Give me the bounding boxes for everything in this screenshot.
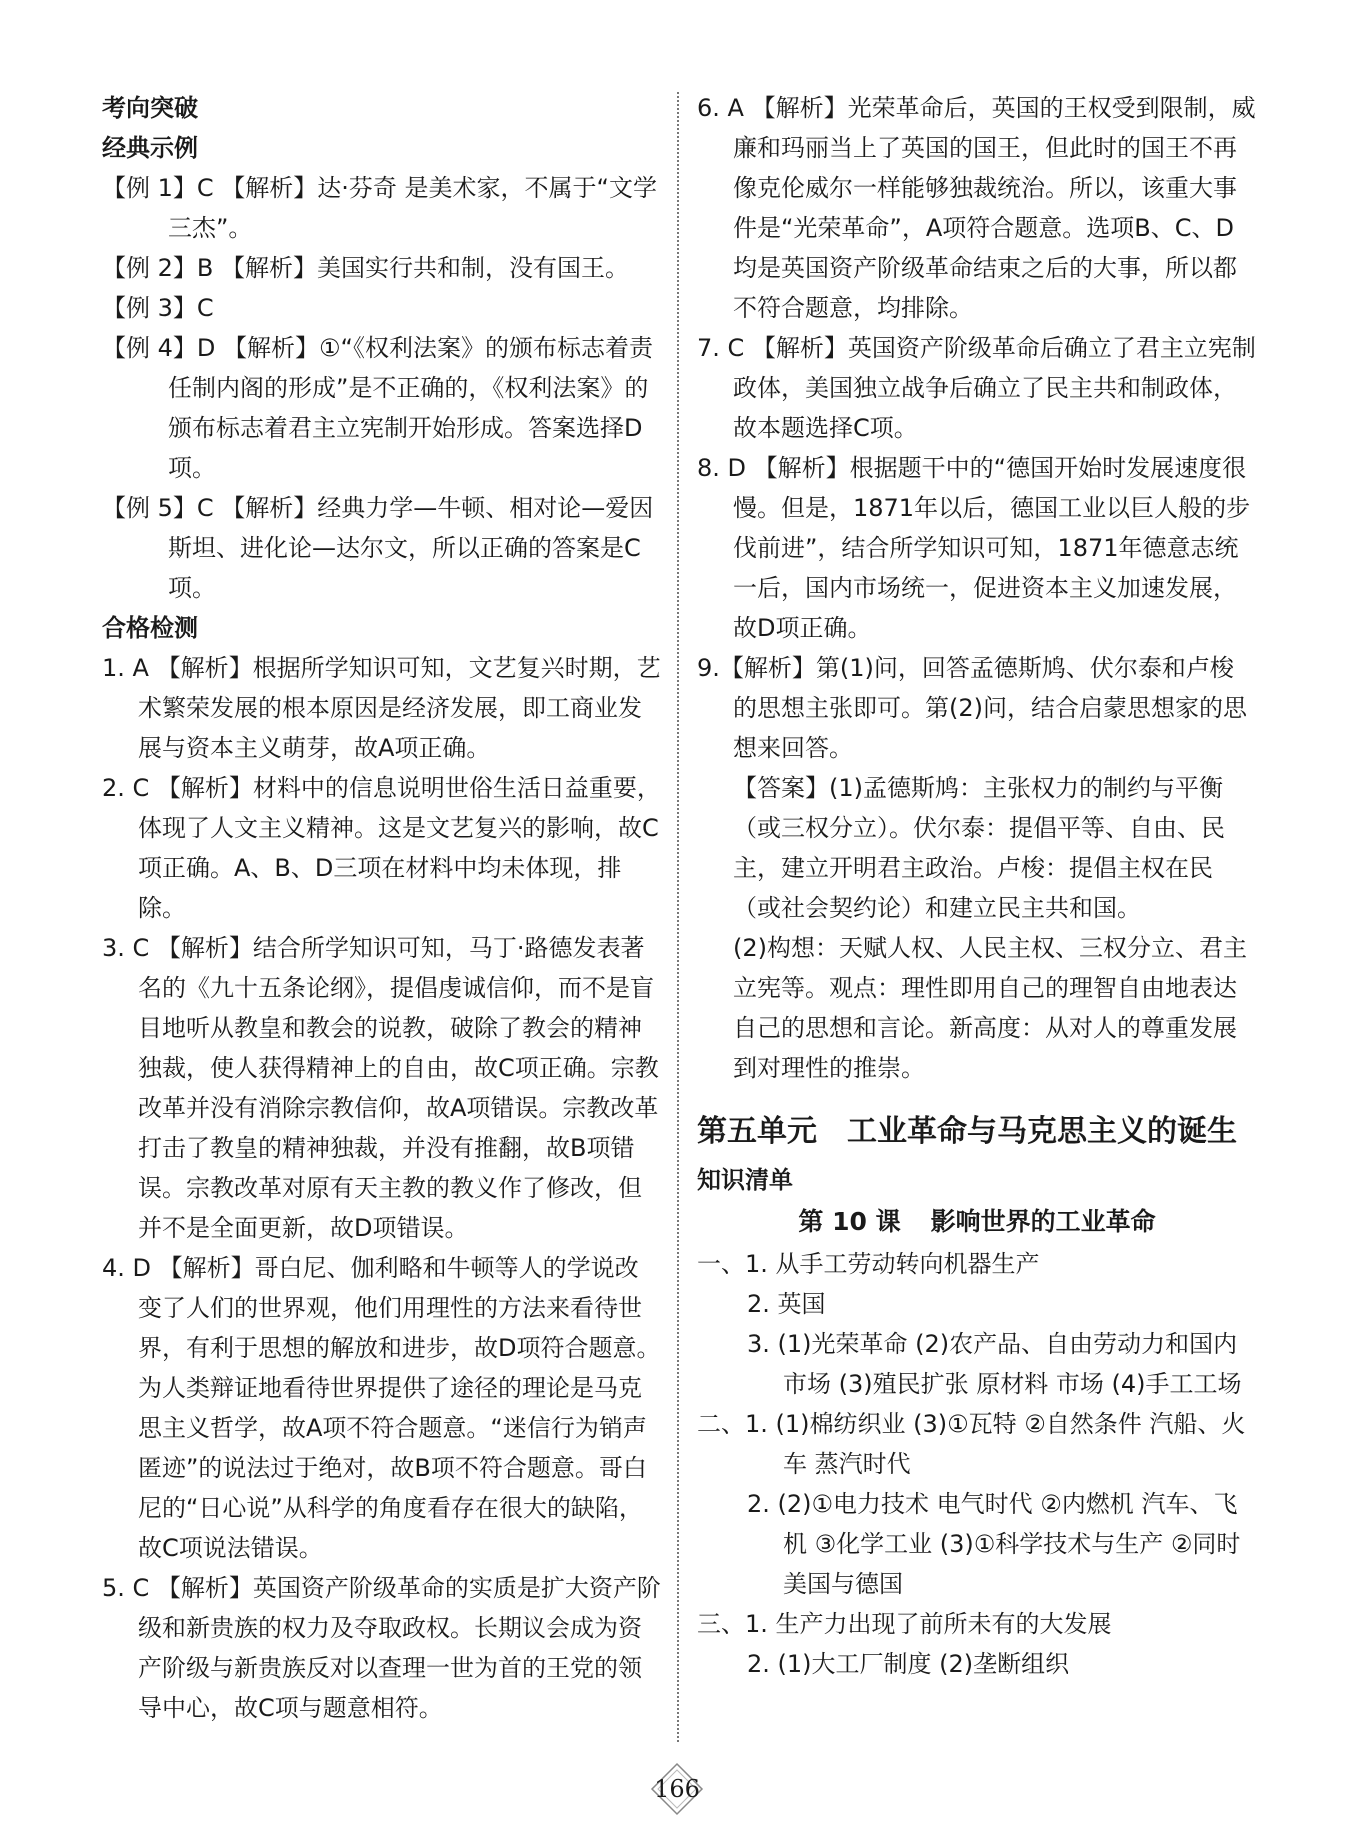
right-column xyxy=(697,88,1257,1684)
heading-zhishi: 知识清单 xyxy=(697,1166,793,1194)
knowledge-2-1: 二、1. (1)棉纺织业 (3)①瓦特 ②自然条件 汽船、火车 蒸汽时代 xyxy=(697,1410,1246,1478)
knowledge-1-2: 2. 英国 xyxy=(747,1290,826,1318)
question-3: 3. C 【解析】结合所学知识可知，马丁·路德发表著名的《九十五条论纲》，提倡虔诚信仰，而不是盲目地听从教皇和教会的说教，破除了教会的精神独裁，使人获得精神上的自由，故C项正确。宗教改革并没有消除宗教信仰，故A项错误。宗教改革打击了教皇的精神独裁，并没有推翻，故B项错误。宗教改革对原有天主教的教义作了修改，但并不是全面更新，故D项错误。 xyxy=(102,934,659,1242)
heading-hege: 合格检测 xyxy=(102,614,198,642)
question-2: 2. C 【解析】材料中的信息说明世俗生活日益重要，体现了人文主义精神。这是文艺复兴的影响，故C项正确。A、B、D三项在材料中均未体现，排除。 xyxy=(102,774,661,922)
example-5: 【例 5】C 【解析】经典力学—牛顿、相对论—爱因斯坦、进化论—达尔文，所以正确的答案是C项。 xyxy=(102,494,654,602)
example-3: 【例 3】C xyxy=(102,294,214,322)
example-4: 【例 4】D 【解析】①“《权利法案》的颁布标志着责任制内阁的形成”是不正确的，《权利法案》的颁布标志着君主立宪制开始形成。答案选择D项。 xyxy=(102,334,653,482)
lesson-title xyxy=(697,1200,1257,1244)
lesson-number: 第 10 课 xyxy=(798,1207,901,1236)
heading-kaoxiang: 考向突破 xyxy=(102,94,198,122)
question-1: 1. A 【解析】根据所学知识可知，文艺复兴时期，艺术繁荣发展的根本原因是经济发展，即工商业发展与资本主义萌芽，故A项正确。 xyxy=(102,654,661,762)
column-divider xyxy=(677,92,679,1742)
question-9-answer-2: (2)构想：天赋人权、人民主权、三权分立、君主立宪等。观点：理性即用自己的理智自由地表达自己的思想和言论。新高度：从对人的尊重发展到对理性的推崇。 xyxy=(733,934,1247,1082)
question-7: 7. C 【解析】英国资产阶级革命后确立了君主立宪制政体，美国独立战争后确立了民主共和制政体，故本题选择C项。 xyxy=(697,334,1256,442)
question-5: 5. C 【解析】英国资产阶级革命的实质是扩大资产阶级和新贵族的权力及夺取政权。长期议会成为资产阶级与新贵族反对以查理一世为首的王党的领导中心，故C项与题意相符。 xyxy=(102,1574,661,1722)
knowledge-1-1: 一、1. 从手工劳动转向机器生产 xyxy=(697,1250,1040,1278)
question-4: 4. D 【解析】哥白尼、伽利略和牛顿等人的学说改变了人们的世界观，他们用理性的方法来看待世界，有利于思想的解放和进步，故D项符合题意。为人类辩证地看待世界提供了途径的理论是马克思主义哲学，故A项不符合题意。“迷信行为销声匿迹”的说法过于绝对，故B项不符合题意。哥白尼的“日心说”从科学的角度看存在很大的缺陷，故C项说法错误。 xyxy=(102,1254,661,1562)
knowledge-2-2: 2. (2)①电力技术 电气时代 ②内燃机 汽车、飞机 ③化学工业 (3)①科学技术与生产 ②同时 美国与德国 xyxy=(747,1490,1241,1598)
knowledge-1-3: 3. (1)光荣革命 (2)农产品、自由劳动力和国内市场 (3)殖民扩张 原材料 市场 (4)手工工场 xyxy=(747,1330,1242,1398)
page-number-badge xyxy=(650,1762,704,1816)
lesson-name: 影响世界的工业革命 xyxy=(930,1207,1156,1236)
unit-title xyxy=(697,1108,1257,1156)
question-6: 6. A 【解析】光荣革命后，英国的王权受到限制，威廉和玛丽当上了英国的国王，但此时的国王不再像克伦威尔一样能够独裁统治。所以，该重大事件是“光荣革命”，A项符合题意。选项B、C、D均是英国资产阶级革命结束之后的大事，所以都不符合题意，均排除。 xyxy=(697,94,1256,322)
question-9-answer-1: 【答案】(1)孟德斯鸠：主张权力的制约与平衡（或三权分立）。伏尔泰：提倡平等、自由、民主，建立开明君主政治。卢梭：提倡主权在民（或社会契约论）和建立民主共和国。 xyxy=(733,774,1225,922)
question-9: 9.【解析】第(1)问，回答孟德斯鸠、伏尔泰和卢梭的思想主张即可。第(2)问，结合启蒙思想家的思想来回答。 xyxy=(697,654,1247,762)
example-2: 【例 2】B 【解析】美国实行共和制，没有国王。 xyxy=(102,254,629,282)
left-column xyxy=(102,88,662,1728)
heading-jingdian: 经典示例 xyxy=(102,134,198,162)
question-8: 8. D 【解析】根据题干中的“德国开始时发展速度很慢。但是，1871年以后，德国工业以巨人般的步伐前进”，结合所学知识可知，1871年德意志统一后，国内市场统一，促进资本主义加速发展，故D项正确。 xyxy=(697,454,1251,642)
page-number: 166 xyxy=(654,1775,700,1803)
unit-number: 第五单元 xyxy=(697,1114,817,1149)
knowledge-3-2: 2. (1)大工厂制度 (2)垄断组织 xyxy=(747,1650,1070,1678)
knowledge-3-1: 三、1. 生产力出现了前所未有的大发展 xyxy=(697,1610,1112,1638)
example-1: 【例 1】C 【解析】达·芬奇 是美术家，不属于“文学三杰”。 xyxy=(102,174,657,242)
unit-name: 工业革命与马克思主义的诞生 xyxy=(847,1114,1237,1149)
